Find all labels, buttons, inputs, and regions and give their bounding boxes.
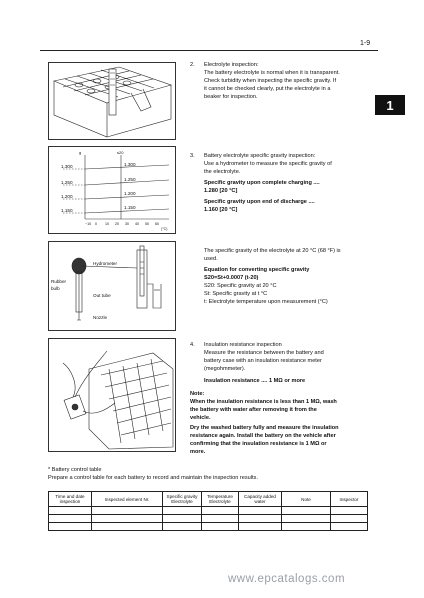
right-axis-top-label: s20 bbox=[117, 150, 124, 155]
temperature-line: The specific gravity of the electrolyte at 20 °C (68 °F) is bbox=[204, 248, 341, 254]
x-tick: 30 bbox=[125, 222, 129, 226]
nozzle-label: Nozzle bbox=[93, 315, 108, 320]
table-cell[interactable] bbox=[49, 507, 92, 515]
section-2-line: The battery electrolyte is normal when it is transparent. bbox=[204, 70, 340, 76]
equation-title: Equation for converting specific gravity bbox=[204, 267, 310, 273]
note-line: confirming that the insulation resistance is 1 MΩ or bbox=[190, 441, 327, 447]
header-rule bbox=[40, 50, 378, 51]
hydrometer-figure bbox=[48, 241, 176, 331]
equation-definition: S20: Specific gravity at 20 °C bbox=[204, 283, 277, 289]
table-cell[interactable] bbox=[92, 515, 163, 523]
column-header: Note bbox=[282, 492, 331, 507]
table-row bbox=[49, 515, 368, 523]
table-cell[interactable] bbox=[163, 507, 202, 515]
x-tick: 10 bbox=[105, 222, 109, 226]
column-header: Temperature Electrolyte bbox=[202, 492, 239, 507]
table-cell[interactable] bbox=[239, 523, 282, 531]
table-cell[interactable] bbox=[49, 523, 92, 531]
section-4-number: 4. bbox=[190, 342, 195, 348]
temperature-line: used. bbox=[204, 256, 218, 262]
table-header-row bbox=[49, 492, 368, 507]
note-title: Note: bbox=[190, 391, 205, 397]
table-cell[interactable] bbox=[202, 515, 239, 523]
y-tick-right: 1.150 bbox=[124, 205, 136, 210]
page-number: 1-9 bbox=[360, 40, 371, 47]
section-tab: 1 bbox=[375, 95, 405, 115]
full-charge-label: Specific gravity upon complete charging .... bbox=[204, 180, 320, 186]
section-2-line: Check turbidity when inspecting the specific gravity. If bbox=[204, 78, 337, 84]
section-4-line: battery case with an insulation resistance meter bbox=[204, 358, 322, 364]
section-4-line: Measure the resistance between the battery and bbox=[204, 350, 324, 356]
table-cell[interactable] bbox=[239, 507, 282, 515]
section-2-number: 2. bbox=[190, 62, 195, 68]
battery-cells-illustration bbox=[49, 63, 175, 139]
table-cell[interactable] bbox=[282, 523, 331, 531]
electrolyte-inspection-figure bbox=[48, 62, 176, 140]
table-cell[interactable] bbox=[163, 523, 202, 531]
table-cell[interactable] bbox=[331, 515, 368, 523]
left-axis-top-label: g bbox=[79, 150, 82, 155]
table-cell[interactable] bbox=[239, 515, 282, 523]
control-table-title: * Battery control table bbox=[48, 467, 102, 473]
control-table-intro: Prepare a control table for each battery to record and maintain the inspection results. bbox=[48, 475, 258, 481]
section-3-number: 3. bbox=[190, 153, 195, 159]
note-line: more. bbox=[190, 449, 206, 455]
end-discharge-value: 1.160 [20 °C] bbox=[204, 207, 238, 213]
full-charge-value: 1.280 [20 °C] bbox=[204, 188, 238, 194]
out-tube-label: Out tube bbox=[93, 293, 111, 298]
column-header: Capacity added water bbox=[239, 492, 282, 507]
y-tick-left: 1.200 bbox=[61, 194, 73, 199]
x-tick: 40 bbox=[135, 222, 139, 226]
column-header: Specific gravity Electrolyte bbox=[163, 492, 202, 507]
x-tick: 20 bbox=[115, 222, 119, 226]
section-4-title: Insulation resistance inspection bbox=[204, 342, 282, 348]
column-header: Time and date inspection bbox=[49, 492, 92, 507]
section-2-line: beaker for inspection. bbox=[204, 94, 258, 100]
battery-control-table bbox=[48, 491, 368, 531]
note-line: vehicle. bbox=[190, 415, 211, 421]
table-cell[interactable] bbox=[282, 515, 331, 523]
y-tick-left: 1.250 bbox=[61, 180, 73, 185]
table-cell[interactable] bbox=[202, 523, 239, 531]
section-3-line: the electrolyte. bbox=[204, 169, 241, 175]
table-cell[interactable] bbox=[331, 523, 368, 531]
y-tick-left: 1.150 bbox=[61, 208, 73, 213]
column-header: Inspected element Nr. bbox=[92, 492, 163, 507]
section-3-line: Use a hydrometer to measure the specific gravity of bbox=[204, 161, 332, 167]
equation: S20=St+0.0007 (t-20) bbox=[204, 275, 259, 281]
hydrometer-label: Hydrometer bbox=[93, 261, 117, 266]
end-discharge-label: Specific gravity upon end of discharge .... bbox=[204, 199, 315, 205]
table-cell[interactable] bbox=[49, 515, 92, 523]
megohmmeter-illustration bbox=[49, 339, 175, 451]
note-line: When the insulation resistance is less than 1 MΩ, wash bbox=[190, 399, 337, 405]
specific-gravity-graph bbox=[48, 146, 176, 234]
table-cell[interactable] bbox=[92, 523, 163, 531]
section-2-title: Electrolyte inspection: bbox=[204, 62, 259, 68]
column-header: Inspector bbox=[331, 492, 368, 507]
x-tick: 0 bbox=[95, 222, 97, 226]
note-line: Dry the washed battery fully and measure the insulation bbox=[190, 425, 339, 431]
section-2-line: it cannot be checked clearly, put the electrolyte in a bbox=[204, 86, 331, 92]
y-tick-right: 1.200 bbox=[124, 191, 136, 196]
note-line: resistance again. Install the battery on the vehicle after bbox=[190, 433, 336, 439]
table-cell[interactable] bbox=[331, 507, 368, 515]
insulation-resistance-figure bbox=[48, 338, 176, 452]
y-tick-right: 1.300 bbox=[124, 162, 136, 167]
table-cell[interactable] bbox=[282, 507, 331, 515]
table-row bbox=[49, 507, 368, 515]
x-unit: (°C) bbox=[161, 227, 168, 231]
x-tick: 50 bbox=[145, 222, 149, 226]
insulation-value: Insulation resistance .... 1 MΩ or more bbox=[204, 378, 306, 384]
section-3-title: Battery electrolyte specific gravity inspection: bbox=[204, 153, 316, 159]
table-cell[interactable] bbox=[163, 515, 202, 523]
equation-definition: St: Specific gravity at t °C bbox=[204, 291, 268, 297]
watermark: www.epcatalogs.com bbox=[228, 573, 346, 585]
section-4-line: (megohmmeter). bbox=[204, 366, 246, 372]
rubber-bulb-label: Rubber bulb bbox=[51, 279, 67, 291]
x-tick: −10 bbox=[85, 222, 92, 226]
equation-definition: t: Electrolyte temperature upon measurement (°C) bbox=[204, 299, 328, 305]
note-line: the battery with water after removing it from the bbox=[190, 407, 317, 413]
table-cell[interactable] bbox=[202, 507, 239, 515]
table-row bbox=[49, 523, 368, 531]
x-tick: 60 bbox=[155, 222, 159, 226]
y-tick-left: 1.300 bbox=[61, 164, 73, 169]
y-tick-right: 1.250 bbox=[124, 177, 136, 182]
table-cell[interactable] bbox=[92, 507, 163, 515]
